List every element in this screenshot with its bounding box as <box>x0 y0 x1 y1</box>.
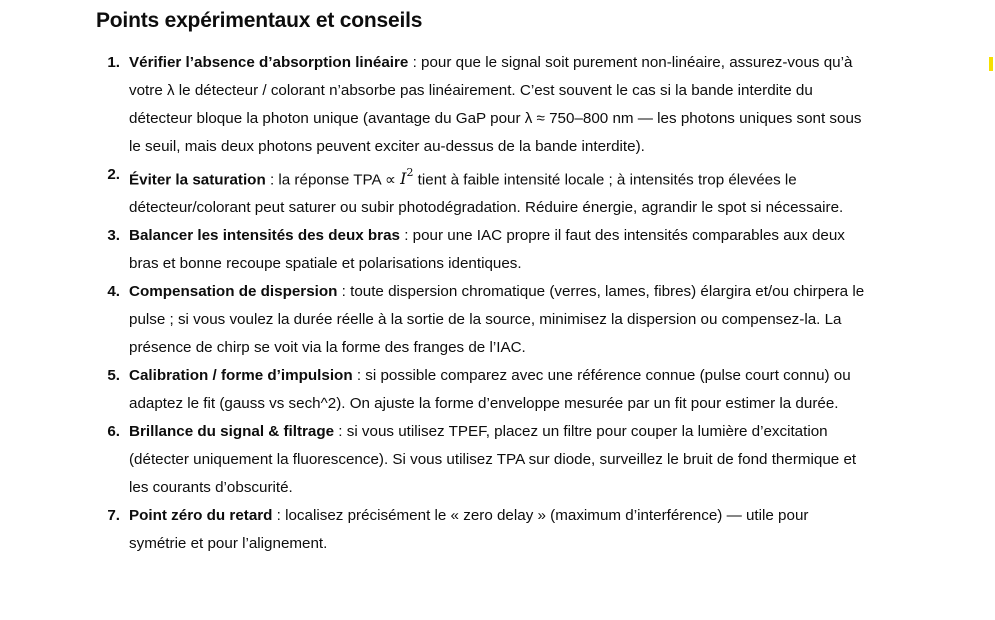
item-text: : pour une IAC propre il faut des intensités comparables aux deux bras et bonne recoupe spatiale et polarisations identiques. <box>129 227 845 273</box>
list-item <box>96 49 866 161</box>
item-number: 6. <box>107 423 120 441</box>
item-number: 7. <box>107 507 120 525</box>
math-exponent: 2 <box>406 166 414 179</box>
list-item <box>96 278 866 362</box>
item-text: : localisez précisément le « zero delay » (maximum d’interférence) — utile pour symétrie et pour l’alignement. <box>129 507 809 553</box>
math-intensity-squared <box>400 166 414 189</box>
item-text: tient à faible intensité locale ; à intensités trop élevées le détecteur/colorant peut saturer ou subir photodégradation. Réduire énergie, agrandir le spot si nécessaire. <box>129 171 844 217</box>
item-lead: Brillance du signal & filtrage <box>129 423 335 441</box>
item-lead: Point zéro du retard <box>129 507 273 525</box>
item-lead: Vérifier l’absence d’absorption linéaire <box>129 54 409 71</box>
math-base: I <box>400 169 407 189</box>
item-number: 5. <box>107 367 120 385</box>
item-number: 4. <box>107 283 120 301</box>
item-number: 1. <box>107 54 120 71</box>
list-item <box>96 418 866 502</box>
section-heading: Points expérimentaux et conseils <box>96 9 423 32</box>
list-item <box>96 222 866 278</box>
tips-list <box>96 49 866 558</box>
item-text-before: : la réponse TPA ∝ <box>265 171 401 189</box>
item-text: : toute dispersion chromatique (verres, lames, fibres) élargira et/ou chirpera le pulse ; si vous voulez la durée réelle à la sortie de la source, minimisez la dispersion ou compensez-la. La présence de chirp se voit via la forme des franges de l’IAC. <box>129 283 865 357</box>
list-item <box>96 502 866 558</box>
item-lead: Calibration / forme d’impulsion <box>129 367 353 385</box>
scroll-highlight-marker <box>989 57 993 71</box>
item-lead: Compensation de dispersion <box>129 283 338 301</box>
item-lead: Éviter la saturation <box>129 171 266 189</box>
item-number: 3. <box>107 227 120 245</box>
item-number: 2. <box>107 166 120 183</box>
list-item <box>96 362 866 418</box>
item-text: : pour que le signal soit purement non-linéaire, assurez-vous qu’à votre λ le détecteur / colorant n’absorbe pas linéairement. C’est souvent le cas si la bande interdite du détecteur bloque la photon unique (avantage du GaP pour λ ≈ 750–800 nm — les photons uniques sont sous le seuil, mais deux photons peuvent exciter au-dessus de la bande interdite). <box>129 54 862 155</box>
item-text: : si vous utilisez TPEF, placez un filtre pour couper la lumière d’excitation (détecter uniquement la fluorescence). Si vous utilisez TPA sur diode, surveillez le bruit de fond thermique et les courants d’obscurité. <box>129 423 857 497</box>
item-lead: Balancer les intensités des deux bras <box>129 227 400 245</box>
list-item <box>96 161 866 222</box>
item-text: : si possible comparez avec une référence connue (pulse court connu) ou adaptez le fit (gauss vs sech^2). On ajuste la forme d’enveloppe mesurée par un fit pour estimer la durée. <box>129 367 851 413</box>
